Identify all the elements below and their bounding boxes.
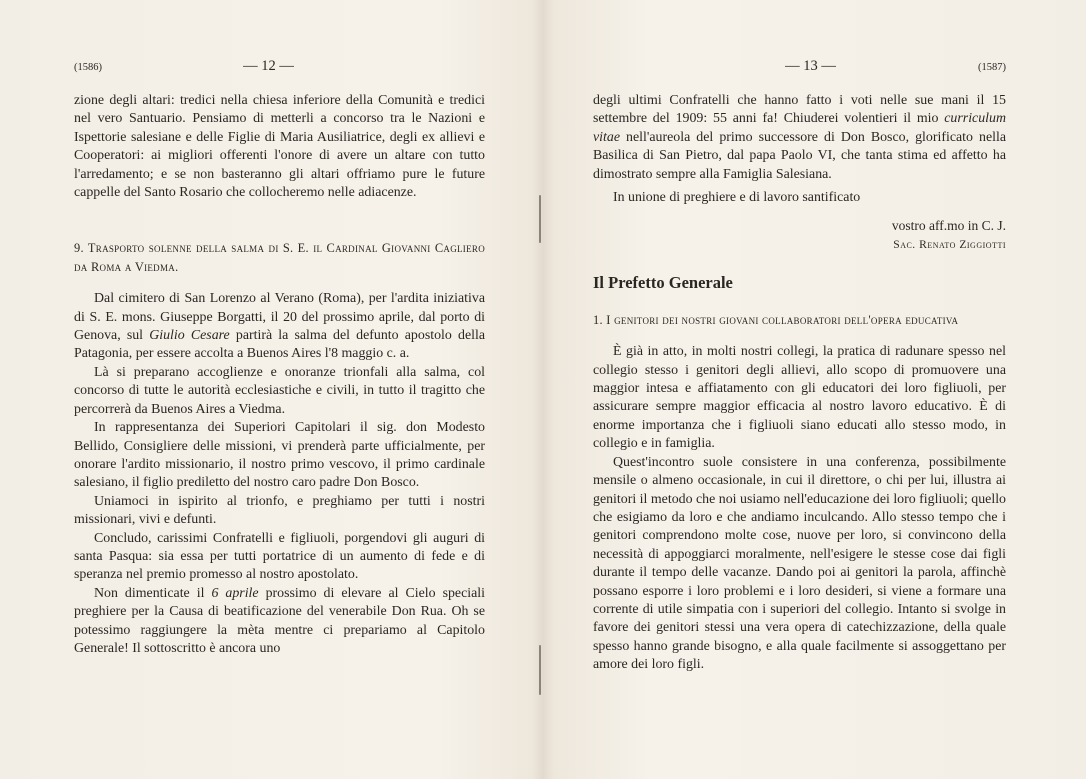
section-heading: 9. Trasporto solenne della salma di S. E. il Cardinal Giovanni Cagliero da Roma a Viedma.: [74, 241, 485, 274]
binding-staple: [539, 645, 541, 695]
closing-line: In unione di preghiere e di lavoro santificato: [613, 190, 861, 206]
right-page-header: [593, 58, 1006, 80]
italic-phrase: curriculum vitae: [593, 111, 1006, 145]
text-run: nell'aureola del primo successore di Don Bosco, glorificato nella Basilica di San Pietro, dal papa Paolo VI, che tanta stima ed affetto ha dimostrato sempre alla Famiglia Salesiana.: [593, 129, 1006, 182]
paragraph: Concludo, carissimi Confratelli e figliuoli, porgendovi gli auguri di santa Pasqua: sia essa per tutti portatrice di un aumento di fede e di speranza nel premio promesso al nostro apostolato.: [74, 530, 485, 583]
right-page: [543, 0, 1086, 779]
binding-staple: [539, 195, 541, 243]
paragraph: Quest'incontro suole consistere in una conferenza, possibilmente mensile o almeno occasionale, in cui il direttore, o chi per lui, illustra ai genitori il metodo che noi usiamo nell'educazione dei loro figliuoli; quello che esigiamo da loro e che andiamo inculcando. Allo stesso tempo che i genitori comprendono molte cose, nuove per loro, si convincono della necessità di appoggiarci moralmente, nell'esigere le stesse cose dai figli durante il tempo delle vacanze. Dando poi ai genitori la parola, affinchè possano esporre i loro problemi e i loro desideri, si viene a formare una corrente di utile simpatia con i superiori del collegio. Intanto si svolge in favore dei genitori stessi una vera opera di catechizzazione, della quale spesso hanno grande bisogno, e alla quale facilmente si assoggettano per amore dei loro figli.: [593, 454, 1006, 673]
text-run: prossimo di elevare al Cielo speciali preghiere per la Causa di beatificazione del venerabile Don Rua. Oh se potessimo raggiungere la mèta mentre ci prepariamo al Capitolo Generale! Il sottoscritto è ancora uno: [74, 585, 485, 656]
section-title: Il Prefetto Generale: [593, 272, 733, 292]
signature-line: vostro aff.mo in C. J.: [891, 218, 1006, 234]
page-number: — 12 —: [243, 58, 294, 74]
date: 6 aprile: [211, 585, 259, 601]
text-run: Dal cimitero di San Lorenzo al Verano (Roma), per l'ardita iniziativa di S. E. mons. Giuseppe Borgatti, il 20 del prossimo aprile, dal porto di Genova, sul: [74, 291, 485, 344]
paragraph: [74, 585, 485, 659]
page-code: (1587): [978, 62, 1006, 73]
text-run: Non dimenticate il: [94, 585, 212, 601]
section-heading: 1. I genitori dei nostri giovani collaboratori dell'opera educativa: [593, 312, 959, 327]
paragraph: [593, 92, 1006, 184]
spacer: [74, 276, 485, 290]
spacer: [74, 202, 485, 239]
text-run: partirà la salma del defunto apostolo della Patagonia, per essere accolta a Buenos Aires l'8 maggio c. a.: [74, 328, 485, 362]
paragraph: Uniamoci in ispirito al trionfo, e preghiamo per tutti i nostri missionari, vivi e defunti.: [74, 493, 485, 528]
page-code: (1586): [74, 62, 102, 73]
paragraph: In rappresentanza dei Superiori Capitolari il sig. don Modesto Bellido, Consigliere delle missioni, vi prenderà parte ufficialmente, per onorare l'ardito missionario, il nostro primo vescovo, il primo cardinale salesiano, il figlio prediletto del nostro caro padre Don Bosco.: [74, 420, 485, 491]
left-page-header: [74, 58, 485, 80]
page-number: — 13 —: [785, 58, 836, 74]
signature-name: Sac. Renato Ziggiotti: [893, 237, 1006, 251]
paragraph: Là si preparano accoglienze e onoranze trionfali alla salma, col concorso di tutte le autorità ecclesiastiche e civili, in tutto il tragitto che percorrerà da Buenos Aires a Viedma.: [74, 364, 485, 417]
paragraph: zione degli altari: tredici nella chiesa inferiore della Comunità e tredici nel vero Santuario. Pensiamo di metterli a concorso tra le Nazioni e Ispettorie salesiane e delle Figlie di Maria Ausiliatrice, degli ex allievi e Cooperatori: ai migliori offerenti l'onore di avere un altare con tutto l'arredamento; e se non basteranno gli altari offriamo pure le future cappelle del Santo Rosario che collocheremo nelle adiacenze.: [74, 93, 485, 201]
ship-name: Giulio Cesare: [149, 328, 230, 344]
paragraph: È già in atto, in molti nostri collegi, la pratica di radunare spesso nel collegio stesso i genitori degli allievi, allo scopo di promuovere una maggior intesa e affiatamento con gli educatori dei loro figliuoli, per assicurare sempre maggior efficacia al nostro lavoro educativo. È di enorme importanza che i figliuoli siano educati allo stesso modo, in collegio e in famiglia.: [593, 344, 1006, 452]
paragraph: [74, 290, 485, 364]
text-run: degli ultimi Confratelli che hanno fatto i voti nelle sue mani il 15 settembre del 1909: 55 anni fa! Chiuderei volentieri il mio: [593, 93, 1006, 127]
